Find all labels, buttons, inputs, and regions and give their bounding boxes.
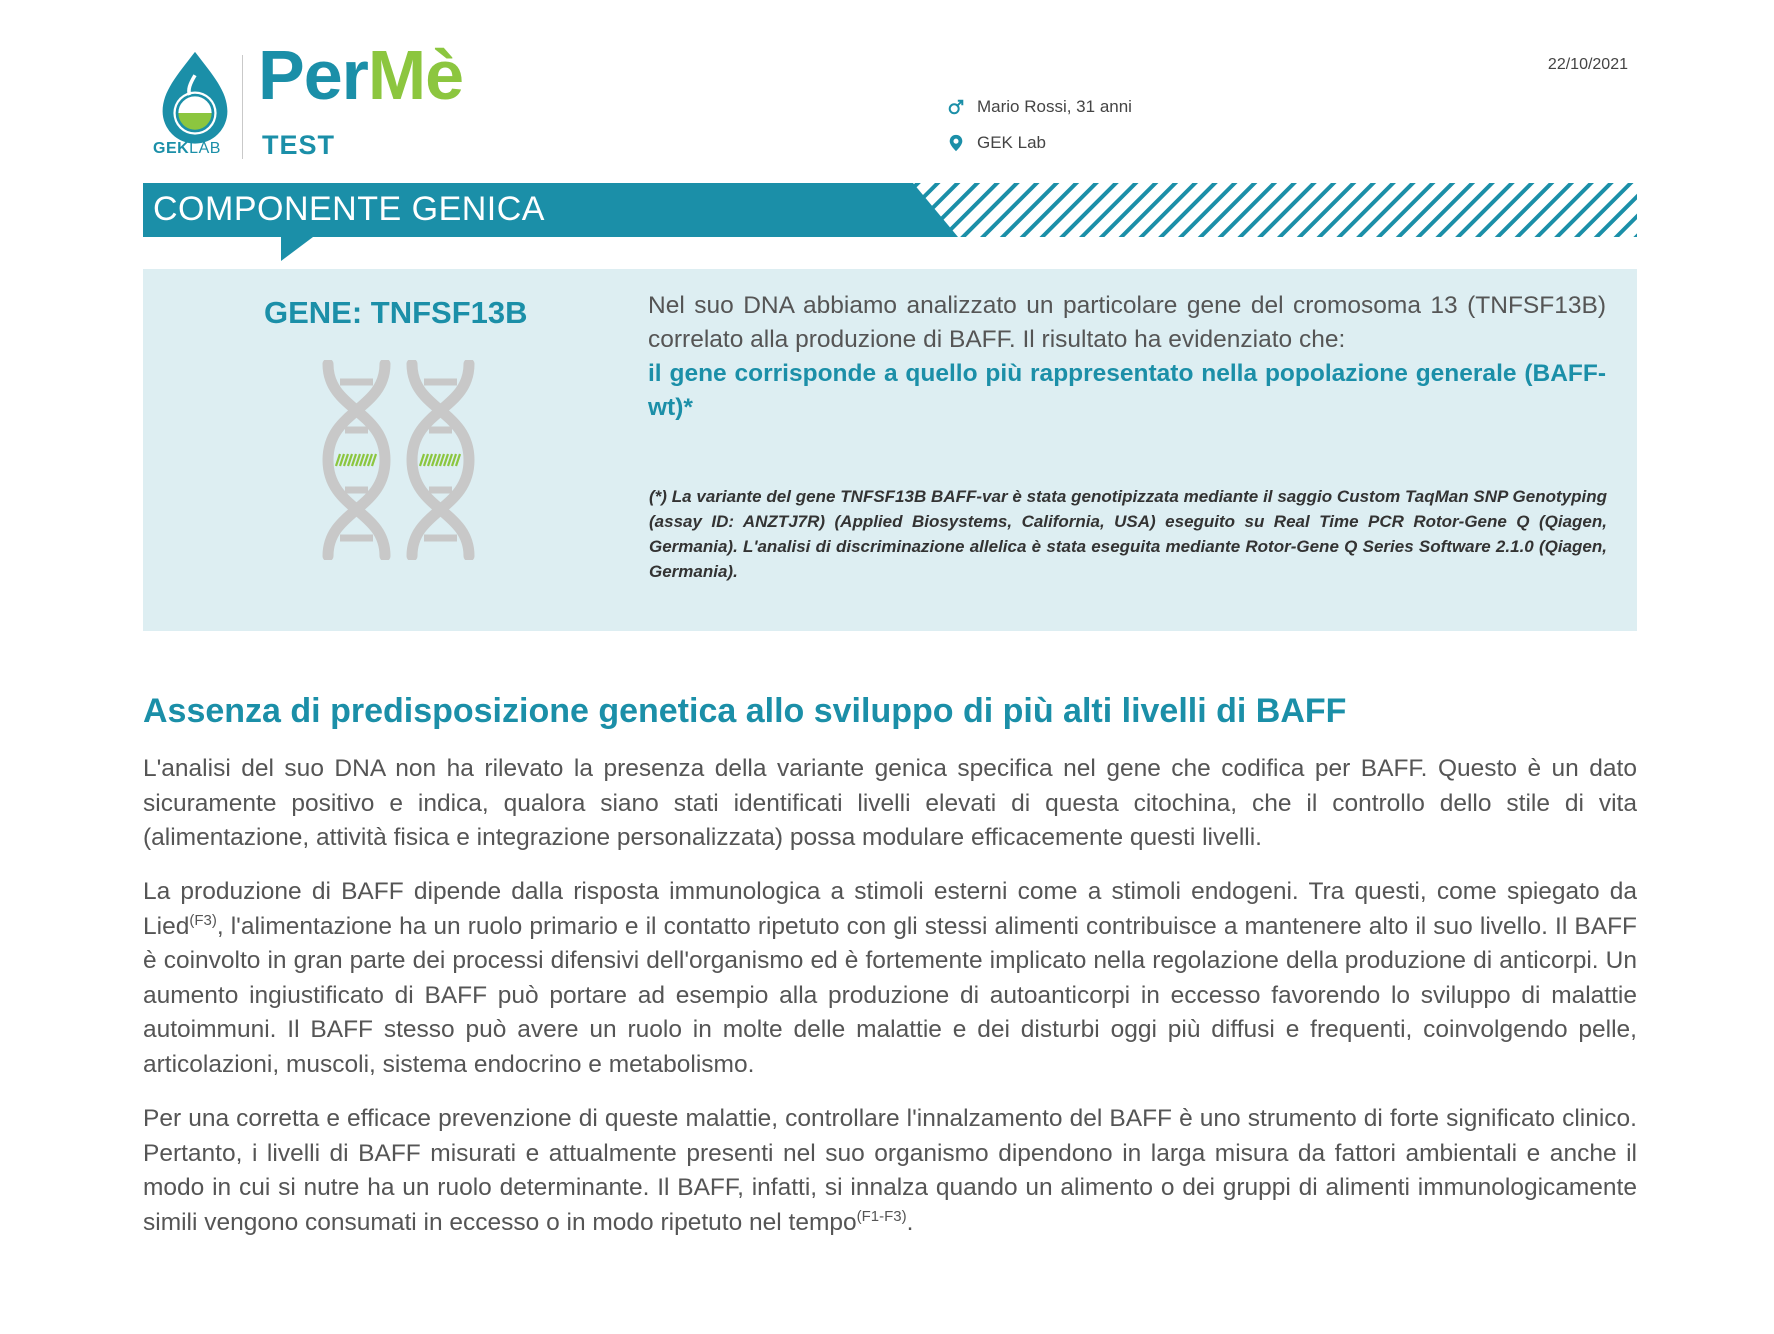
male-icon bbox=[947, 98, 965, 116]
gene-title: GENE: TNFSF13B bbox=[264, 295, 528, 330]
reference-f1-f3: (F1-F3) bbox=[856, 1207, 907, 1225]
patient-info bbox=[947, 97, 1132, 117]
result-heading: Assenza di predisposizione genetica allo sviluppo di più alti livelli di BAFF bbox=[143, 692, 1347, 730]
section-title: COMPONENTE GENICA bbox=[153, 190, 545, 228]
lab-logo-text: GEKLAB bbox=[153, 140, 221, 157]
gene-intro: Nel suo DNA abbiamo analizzato un particolare gene del cromosoma 13 (TNFSF13B) correlato alla produzione di BAFF. Il risultato ha evidenziato che: bbox=[648, 292, 1606, 353]
dna-icon bbox=[320, 360, 490, 560]
brand-name: PerMè bbox=[258, 36, 464, 114]
location-name: GEK Lab bbox=[977, 133, 1046, 152]
paragraph-1: L'analisi del suo DNA non ha rilevato la presenza della variante genica specifica nel gene che codifica per BAFF. Questo è un dato sicuramente positivo e indica, qualora siano stati identificati livelli elevati di questa citochina, che il controllo dello stile di vita (alimentazione, attività fisica e integrazione personalizzata) possa modulare efficacemente questi livelli. bbox=[143, 755, 1637, 851]
paragraph-2: La produzione di BAFF dipende dalla risposta immunologica a stimoli esterni come a stimoli endogeni. Tra questi, come spiegato da Lied$^{(F3)}$, l'alimentazione ha un ruolo primario e il contatto ripetuto con gli stessi alimenti contribuisce a mantenere alto il suo livello. Il BAFF è coinvolto in gran parte dei processi difensivi dell'organismo ed è fortemente implicato nella regolazione della produzione di anticorpi. Un aumento ingiustificato di BAFF può portare ad esempio alla produzione di autoanticorpi in eccesso favorendo lo sviluppo di malattie autoimmuni. Il BAFF stesso può avere un ruolo in molte delle malattie e dei disturbi oggi più diffusi e frequenti, coinvolgendo pelle, articolazioni, muscoli, sistema endocrino e metabolismo. bbox=[143, 878, 1637, 1078]
logo-divider bbox=[242, 55, 243, 159]
gene-description bbox=[648, 289, 1606, 425]
patient-name: Mario Rossi, 31 anni bbox=[977, 97, 1132, 116]
gene-result: il gene corrisponde a quello più rappresentato nella popolazione generale (BAFF-wt)* bbox=[648, 360, 1606, 421]
report-date: 22/10/2021 bbox=[1547, 56, 1628, 73]
geklab-logo-icon bbox=[150, 48, 240, 152]
brand-subtitle: TEST bbox=[262, 130, 336, 160]
paragraph-3: Per una corretta e efficace prevenzione di queste malattie, controllare l'innalzamento del BAFF è uno strumento di forte significato clinico. Pertanto, i livelli di BAFF misurati e attualmente presenti nel suo organismo dipendono in larga misura da fattori ambientali e anche il modo in cui si nutre ha un ruolo determinante. Il BAFF, infatti, si innalza quando un alimento o dei gruppi di alimenti immunologicamente simili vengono consumati in eccesso o in modo ripetuto nel tempo$^{(F1-F3)}$. bbox=[143, 1105, 1637, 1236]
location-info bbox=[947, 133, 1046, 153]
method-footnote: (*) La variante del gene TNFSF13B BAFF-var è stata genotipizzata mediante il saggio Custom TaqMan SNP Genotyping (assay ID: ANZTJ7R) (Applied Biosystems, California, USA) eseguito su Real Time PCR Rotor-Gene Q (Qiagen, Germania). L'analisi di discriminazione allelica è stata eseguita mediante Rotor-Gene Q Series Software 2.1.0 (Qiagen, Germania). bbox=[649, 487, 1607, 581]
location-pin-icon bbox=[947, 134, 965, 152]
reference-f3: (F3) bbox=[189, 911, 217, 929]
